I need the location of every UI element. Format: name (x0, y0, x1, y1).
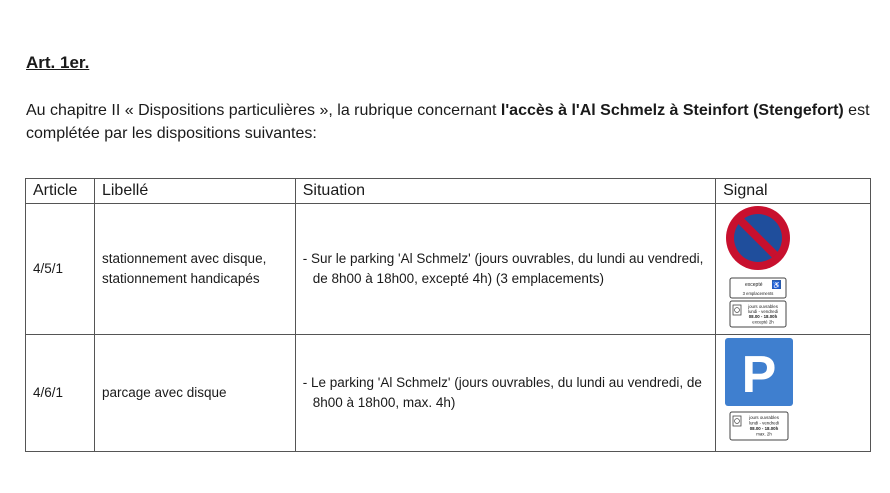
plate-line1: jours ouvrables (749, 415, 779, 420)
table-row (26, 335, 871, 452)
plate1-line2: 3 emplacements (742, 291, 774, 296)
article-title: Art. 1er. (26, 53, 90, 72)
intro-paragraph (26, 99, 876, 145)
plate2-line1: jours ouvrables (748, 304, 778, 309)
header-signal: Signal (716, 179, 871, 204)
cell-signal (716, 204, 871, 335)
plate2-line2: lundi - vendredi (748, 309, 779, 314)
plate2-line3: 08.00 - 18.00h (748, 314, 778, 319)
no-parking-sign-graphic (723, 204, 793, 328)
cell-libelle: stationnement avec disque, stationnement handicapés (94, 204, 295, 335)
header-libelle: Libellé (94, 179, 295, 204)
plate1-line1: excepté (745, 282, 763, 288)
situation-text: - Sur le parking 'Al Schmelz' (jours ouvrables, du lundi au vendredi, de 8h00 à 18h00, excepté 4h) (3 emplacements) (302, 251, 704, 286)
intro-location-bold: l'accès à l'Al Schmelz à Steinfort (Stengefort) (500, 102, 844, 119)
cell-signal (716, 335, 871, 452)
plate2-line4: excepté 2h (752, 319, 774, 325)
parking-sign-graphic (723, 336, 795, 444)
plate-line2: lundi - vendredi (749, 420, 780, 426)
table-row (26, 204, 871, 335)
no-parking-sign-icon (723, 204, 793, 334)
intro-text-end: est complétée par les dispositions suivantes: (26, 102, 870, 142)
dispositions-table (25, 178, 871, 452)
header-situation: Situation (295, 179, 715, 204)
plate-line4: max. 2h (756, 431, 772, 437)
header-article: Article (26, 179, 95, 204)
cell-libelle: parcage avec disque (94, 335, 295, 452)
cell-article: 4/5/1 (26, 204, 95, 335)
parking-letter: P (741, 346, 777, 404)
cell-situation (295, 204, 715, 335)
parking-sign-icon (723, 336, 795, 450)
parking-disc-icon (733, 416, 741, 426)
table-header-row (26, 179, 871, 204)
situation-text: - Le parking 'Al Schmelz' (jours ouvrables, du lundi au vendredi, de 8h00 à 18h00, max. 4h) (302, 375, 702, 410)
plate-line3: 08.00 - 18.00h (749, 426, 779, 431)
cell-situation (295, 335, 715, 452)
cell-article: 4/6/1 (26, 335, 95, 452)
parking-disc-icon (733, 305, 741, 315)
svg-text:♿: ♿ (772, 282, 781, 290)
intro-text-start: Au chapitre II « Dispositions particulières », la rubrique concernant (26, 102, 501, 119)
